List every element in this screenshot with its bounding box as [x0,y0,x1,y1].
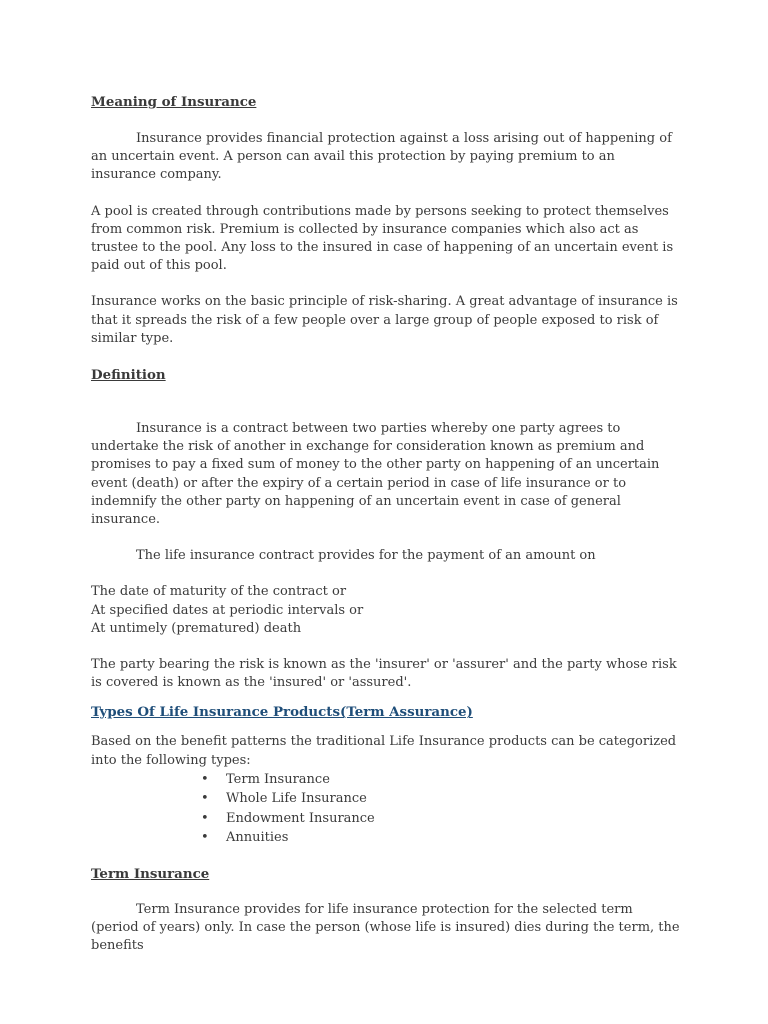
list-item-label: Endowment Insurance [226,810,375,826]
heading-meaning-of-insurance: Meaning of Insurance [91,94,257,110]
heading-definition: Definition [91,367,166,384]
list-item [201,770,681,790]
bullet-icon: • [201,830,209,846]
payment-condition-line: The date of maturity of the contract or [91,584,347,600]
list-item [201,828,681,848]
payment-condition-line: At specified dates at periodic intervals or [91,602,364,618]
list-item [201,789,681,809]
paragraph-types-intro: Based on the benefit patterns the traditional Life Insurance products can be categorized into the following types: [91,734,677,768]
payment-condition-line: At untimely (prematured) death [91,620,302,636]
bullet-icon: • [201,791,209,807]
heading-term-insurance: Term Insurance [91,865,210,882]
list-item-label: Term Insurance [226,771,330,787]
paragraph-term-1: Term Insurance provides for life insurance protection for the selected term (period of years) only. In case the person (whose life is insured) dies during the term, the benefits [91,901,680,954]
paragraph-meaning-3: Insurance works on the basic principle of risk-sharing. A great advantage of insurance is that it spreads the risk of a few people over a large group of people exposed to risk of similar type. [91,294,678,346]
paragraph-definition-2: The life insurance contract provides for the payment of an amount on [136,548,596,564]
paragraph-definition-1: Insurance is a contract between two parties whereby one party agrees to undertake the risk of another in exchange for consideration known as premium and promises to pay a fixed sum of money to the other party on happening of an uncertain event (death) or after the expiry of a certain period in case of life insurance or to indemnify the other party on happening of an uncertain event in case of general insurance. [91,421,660,528]
heading-types-of-life-insurance: Types Of Life Insurance Products(Term Assurance) [91,704,473,721]
payment-conditions [91,583,681,638]
paragraph-definition-3: The party bearing the risk is known as the 'insurer' or 'assurer' and the party whose risk is covered is known as the 'insured' or 'assured'. [91,657,677,691]
types-bullet-list [91,770,681,848]
bullet-icon: • [201,810,209,826]
list-item [201,809,681,829]
list-item-label: Whole Life Insurance [226,791,367,807]
list-item-label: Annuities [226,830,289,846]
bullet-icon: • [201,771,209,787]
document-body [91,93,681,955]
paragraph-meaning-2: A pool is created through contributions made by persons seeking to protect themselves from common risk. Premium is collected by insurance companies which also act as trustee to the pool. Any loss to the insured in case of happening of an uncertain event is paid out of this pool. [91,203,674,274]
paragraph-meaning-1: Insurance provides financial protection against a loss arising out of happening of an uncertain event. A person can avail this protection by paying premium to an insurance company. [91,131,672,183]
